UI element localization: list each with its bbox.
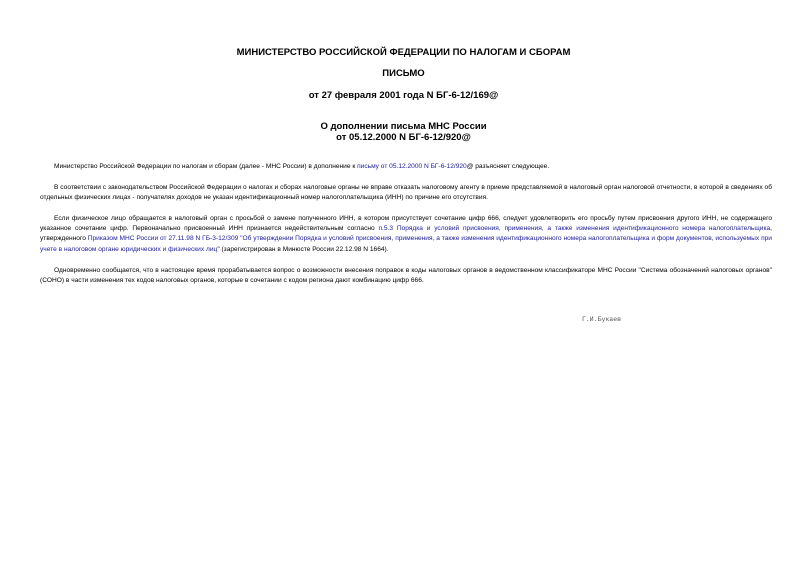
paragraph-text: " (зарегистрирован в Минюсте России 22.12.98 N 1664).	[217, 245, 389, 253]
paragraph-reporting: В соответствии с законодательством Российской Федерации о налогах и сборах налоговые органы не вправе отказать налоговому агенту в приеме представляемой в налоговый орган налоговой отчетности, в которой в сведениях об отдельных физических лицах - получателях доходов не указан идентификационный номер налогоплательщика (ИНН) по причине его отсутствия.	[40, 184, 772, 202]
paragraph-text: , утвержденного	[40, 225, 773, 243]
paragraph-text: Если физическое лицо обращается в налоговый орган с просьбой о замене полученного ИНН, в котором присутствует сочетание цифр 666, следует удовлетворить его просьбу путем присвоения другого ИНН, не содержащего указанное сочетание цифр. Первоначально присвоенный ИНН признается недействительным согласно	[40, 215, 772, 233]
subject-line-2: от 05.12.2000 N БГ-6-12/920@	[336, 132, 471, 143]
paragraph-text: @ разъясняет следующее.	[466, 163, 550, 170]
link-order-gb-3-12-309[interactable]: Приказом МНС России от 27.11.98 N ГБ-3-12/309 "Об утверждении Порядка и условий присвоения, применения, а также изменения идентификационного номера налогоплательщика и форм документов, используемых при учете в налоговом органе юридических и физических лиц	[40, 235, 772, 253]
paragraph-intro	[40, 162, 772, 172]
paragraph-sono-codes: Одновременно сообщается, что в настоящее время прорабатывается вопрос о возможности внесения поправок в коды налоговых органов в ведомственном классификаторе МНС России "Система обозначений налоговых органов" (СОНО) в части изменения тех кодов налоговых органов, которые в сочетании с кодом региона дают комбинацию цифр 666.	[40, 267, 772, 285]
document-date-number: от 27 февраля 2001 года N БГ-6-12/169@	[308, 90, 499, 101]
document-type: ПИСЬМО	[382, 68, 425, 79]
ministry-title: МИНИСТЕРСТВО РОССИЙСКОЙ ФЕДЕРАЦИИ ПО НАЛОГАМ И СБОРАМ	[236, 47, 571, 58]
subject-line-1: О дополнении письма МНС России	[320, 121, 487, 132]
link-letter-920[interactable]: письму от 05.12.2000 N БГ-6-12/920	[357, 163, 467, 170]
link-procedure-clause-5-3[interactable]: п.5.3 Порядка и условий присвоения, применения, а также изменения идентификационного номера налогоплательщика	[378, 225, 771, 233]
signature: Г.И.Букаев	[582, 316, 622, 323]
paragraph-inn-replacement	[40, 214, 772, 255]
paragraph-text: Министерство Российской Федерации по налогам и сборам (далее - МНС России) в дополнение к	[54, 163, 358, 170]
